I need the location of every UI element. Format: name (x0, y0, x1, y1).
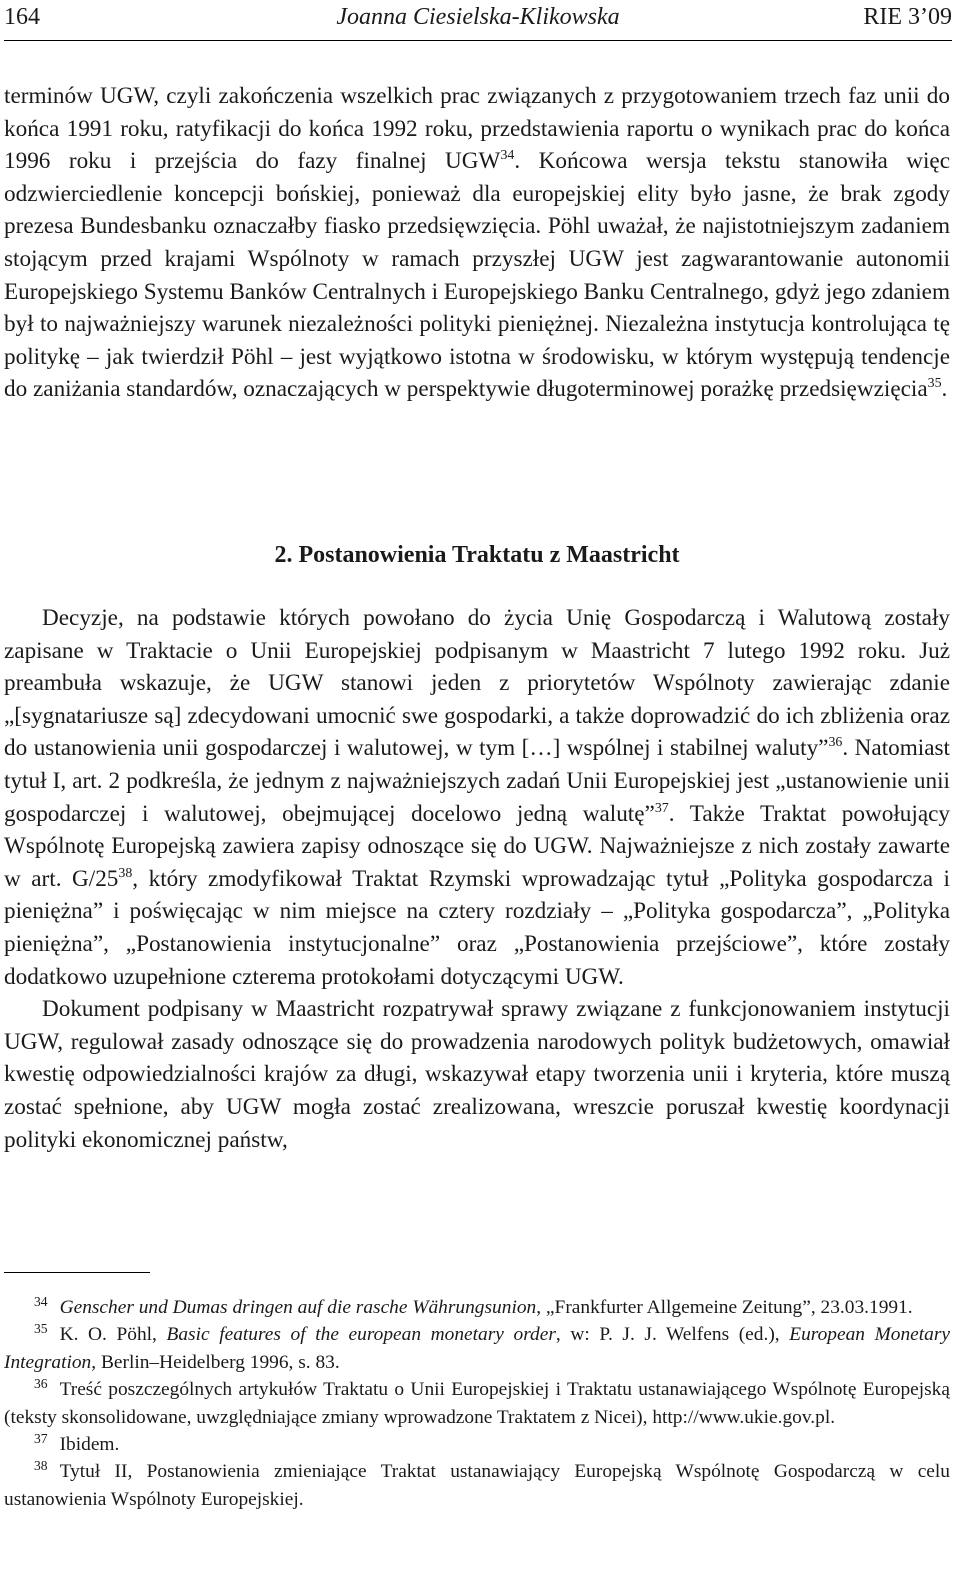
footnote-number: 37 (34, 1430, 48, 1446)
paragraph-text: Decyzje, na podstawie których powołano do życia Unię Gospodarczą i Walutową zostały zapisane w Traktacie o Unii Europejskiej podpisanym w Maastricht 7 lutego 1992 roku. Już preambuła wskazuje, że UGW stanowi jeden z priorytetów Wspólnoty zawierając zdanie „[sygnatariusze są] zdecydowani umocnić swe gospodarki, a także doprowadzić do ich zbliżenia oraz do ustanowienia unii gospodarczej i walutowej, w tym […] wspólnej i stabilnej waluty” (4, 605, 950, 762)
paragraph-text: terminów UGW, czyli zakończenia wszelkich prac związanych z przygotowaniem trzech faz unii do końca 1991 roku, ratyfikacji do końca 1992 roku, przedstawienia raportu o wynikach prac do końca 1996 roku i przejścia do fazy finalnej UGW (4, 83, 950, 175)
footnote-number: 36 (34, 1375, 48, 1391)
footnote-number: 34 (34, 1293, 48, 1309)
footnote-text: , w: P. J. J. Welfens (ed.), (555, 1324, 790, 1346)
footnote-title: Basic features of the european monetary order (166, 1324, 556, 1346)
footnote-title: Genscher und Dumas dringen auf die rasche Währungsunion (59, 1297, 537, 1318)
journal-issue: RIE 3’09 (863, 4, 952, 30)
footnote-ref[interactable]: 35 (927, 376, 942, 392)
paragraph-text: . (941, 376, 948, 403)
paragraph-text: . Końcowa wersja tekstu stanowiła więc odzwierciedlenie koncepcji bońskiej, ponieważ dla europejskiej elity było jasne, że brak zgody prezesa Bundesbanku oznaczałby fiasko przedsięwzięcia. Pöhl uważał, że najistotniejszym zadaniem stojącym przed krajami Wspólnoty w ramach przyszłej UGW jest zagwarantowanie autonomii Europejskiego Systemu Banków Centralnych i Europejskiego Banku Centralnego, gdyż jego zdaniem był to najważniejszy warunek niezależności polityki pieniężnej. Niezależna instytucja kontrolująca tę politykę – jak twierdził Pöhl – jest wyjątkowo istotna w środowisku, w którym występują tendencje do zaniżania standardów, oznaczających w perspektywie długoterminowej porażkę przedsięwzięcia (4, 148, 950, 403)
footnotes (4, 1294, 950, 1513)
paragraph-text: , który zmodyfikował Traktat Rzymski wprowadzając tytuł „Polityka gospodarcza i pieniężna” i poświęcając w nim miejsce na cztery rozdziały – „Polityka gospodarcza”, „Polityka pieniężna”, „Postanowienia instytucjonalne” oraz „Postanowienia przejściowe”, które zostały dodatkowo uzupełnione czterema protokołami dotyczącymi UGW. (4, 865, 950, 990)
footnote-title: European Monetary Integration (4, 1324, 950, 1373)
footnote-text: Ibidem. (59, 1434, 120, 1456)
page-number: 164 (4, 4, 40, 30)
body-paragraph (4, 602, 950, 993)
section-body (4, 602, 950, 1156)
footnote-text: , „Frankfurter Allgemeine Zeitung”, 23.03.1991. (536, 1297, 913, 1318)
footnote (4, 1321, 950, 1376)
footnote-ref[interactable]: 36 (828, 735, 843, 751)
footnote-text: K. O. Pöhl, (59, 1324, 167, 1346)
footnote-ref[interactable]: 34 (500, 148, 515, 164)
running-author: Joanna Ciesielska-Klikowska (336, 4, 620, 30)
body-paragraph-continued (4, 80, 950, 406)
footnote (4, 1376, 950, 1431)
footnote (4, 1431, 950, 1458)
section-heading: 2. Postanowienia Traktatu z Maastricht (274, 542, 680, 568)
footnote-divider (4, 1272, 150, 1273)
footnote-ref[interactable]: 37 (654, 800, 669, 816)
footnote-ref[interactable]: 38 (118, 865, 133, 881)
paragraph-text: . Natomiast tytuł I, art. 2 podkreśla, że jednym z najważniejszych zadań Unii Europejskiej jest „ustanowienie unii gospodarczej i walutowej, obejmującej docelowo jedną walutę” (4, 735, 950, 827)
footnote-number: 38 (34, 1457, 48, 1473)
running-header (4, 0, 952, 41)
footnote (4, 1458, 950, 1513)
footnote-text: , Berlin–Heidelberg 1996, s. 83. (91, 1351, 340, 1373)
footnote-text: Treść poszczególnych artykułów Traktatu o Unii Europejskiej i Traktatu ustanawiającego Wspólnotę Europejską (teksty skonsolidowane, uwzględniające zmiany wprowadzone Traktatem z Nicei), http://www.ukie.gov.pl. (4, 1379, 950, 1428)
footnote-text: Tytuł II, Postanowienia zmieniające Traktat ustanawiający Europejską Wspólnotę Gospodarczą w celu ustanowienia Wspólnoty Europejskiej. (4, 1461, 950, 1510)
footnote (4, 1294, 950, 1321)
footnote-number: 35 (34, 1320, 48, 1336)
body-paragraph: Dokument podpisany w Maastricht rozpatrywał sprawy związane z funkcjonowaniem instytucji UGW, regulował zasady odnoszące się do prowadzenia narodowych polityk budżetowych, omawiał kwestię odpowiedzialności krajów za długi, wskazywał etapy tworzenia unii i kryteria, które muszą zostać spełnione, aby UGW mogła zostać zrealizowana, wreszcie poruszał kwestię koordynacji polityki ekonomicznej państw, (4, 996, 950, 1153)
paragraph-text: . Także Traktat powołujący Wspólnotę Europejską zawiera zapisy odnoszące się do UGW. Najważniejsze z nich zostały zawarte w art. G/25 (4, 800, 950, 892)
